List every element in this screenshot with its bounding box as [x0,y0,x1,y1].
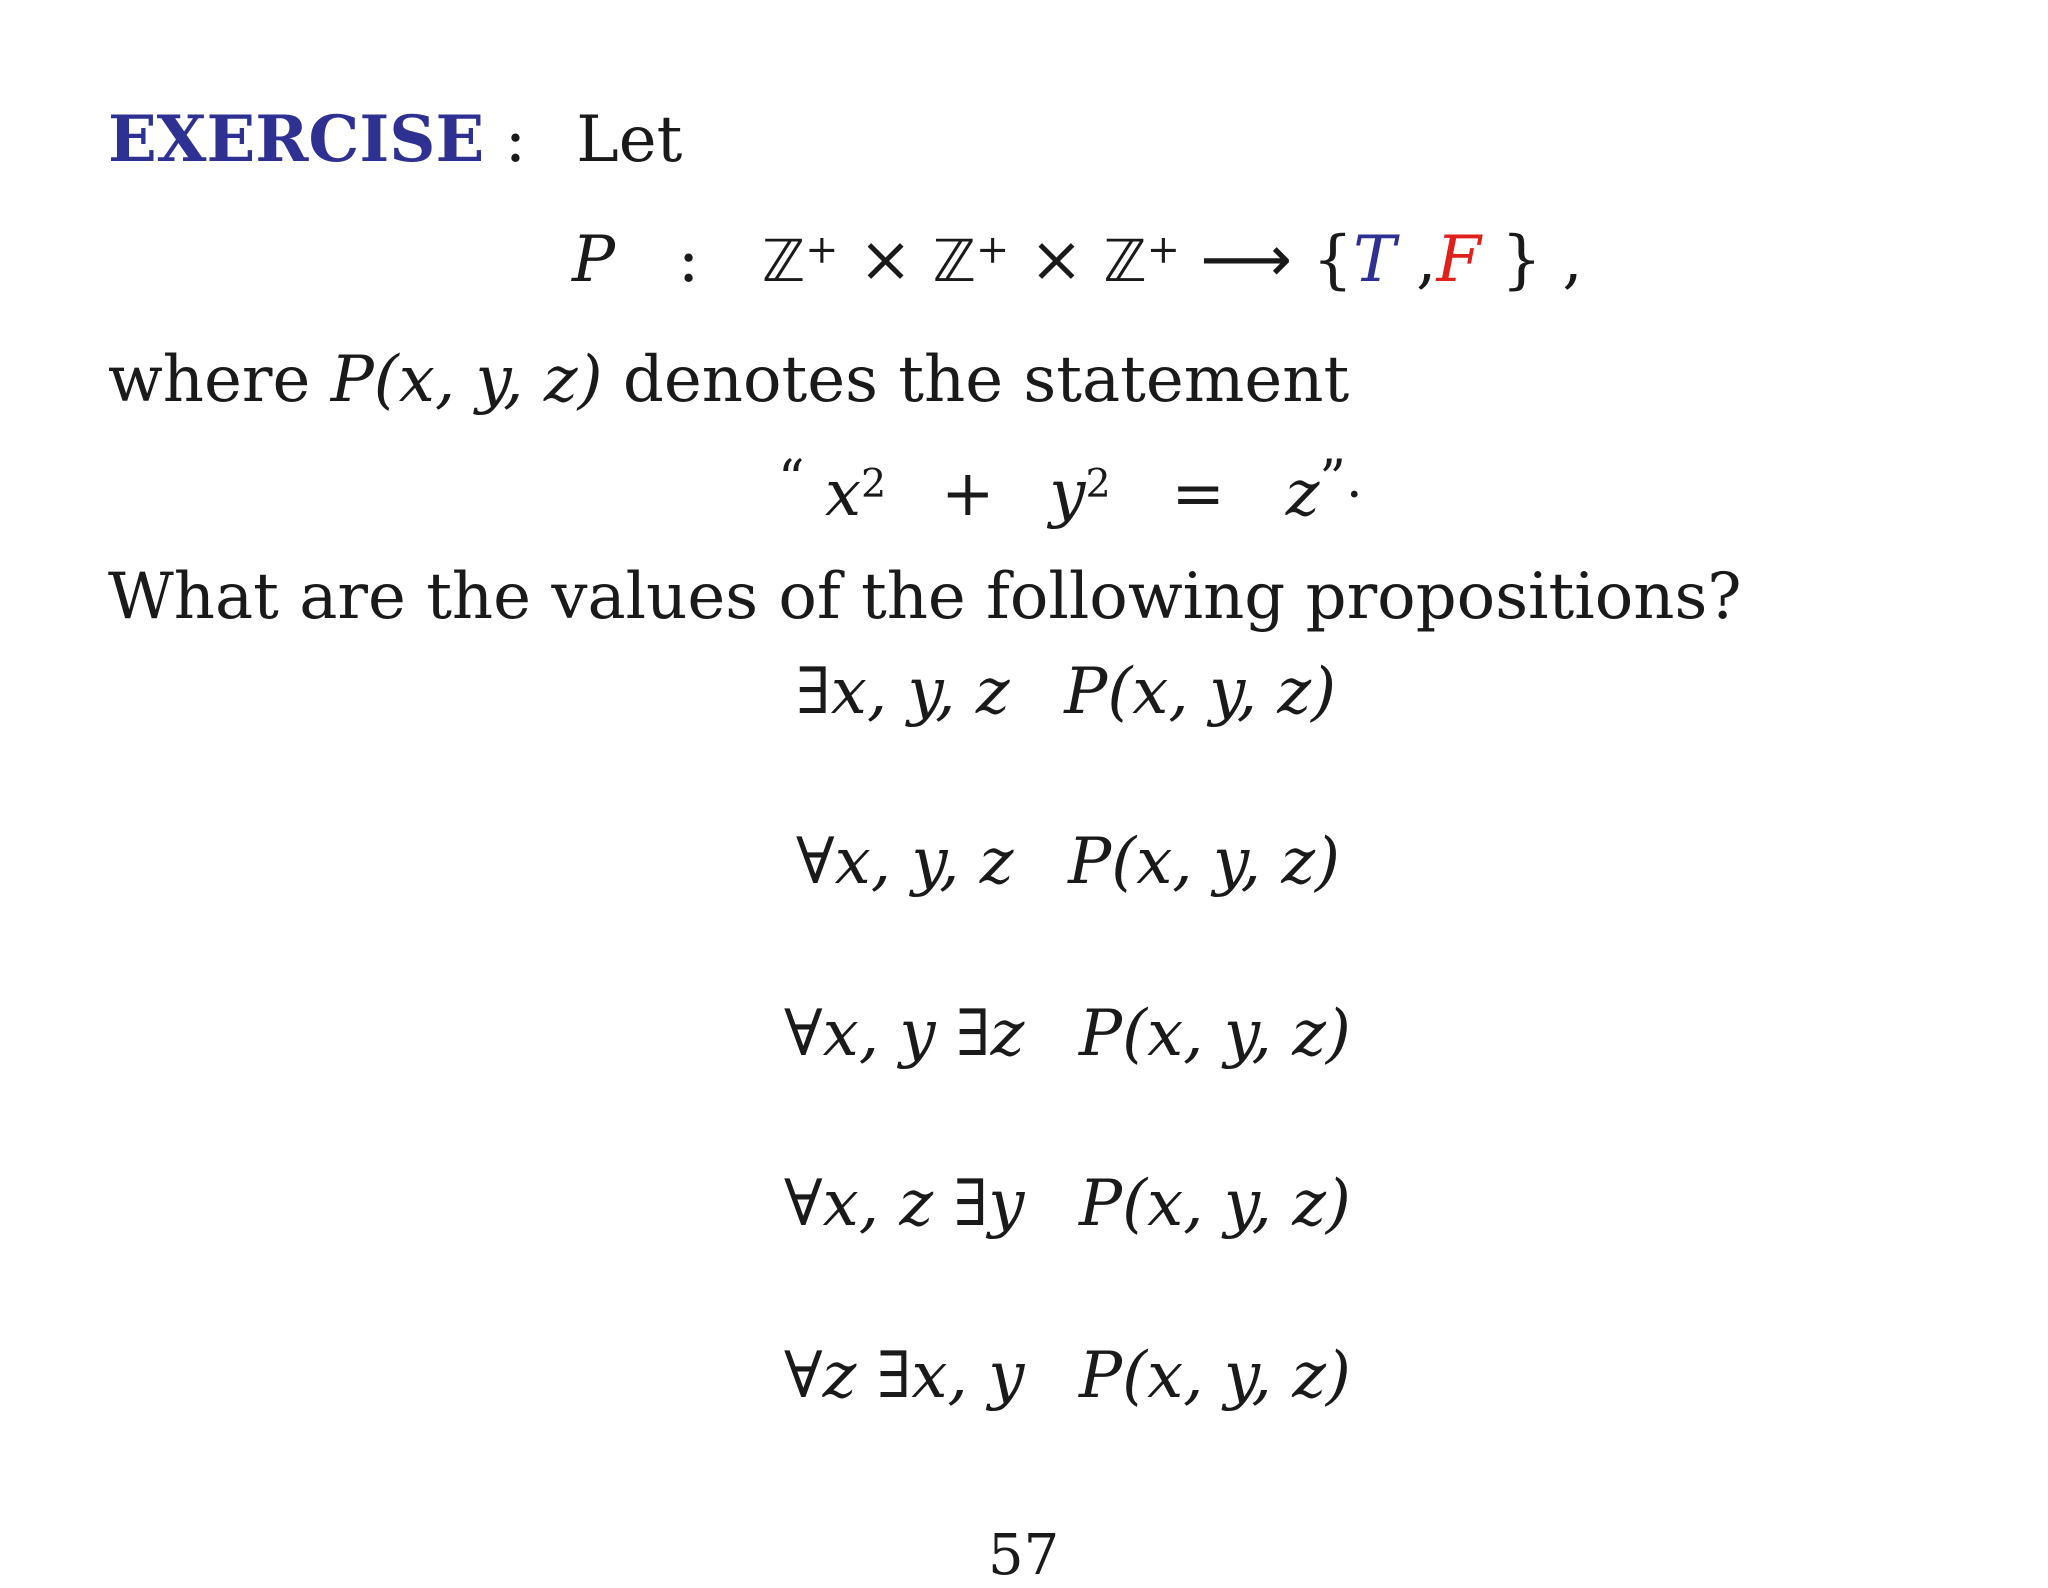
false-value: F [1436,223,1481,297]
open-brace: { [1312,223,1354,297]
proposition-quantifiers: ∀x, y, z [796,825,1014,899]
domain-set-1: ℤ [762,227,806,295]
eq-x: x [824,457,862,531]
question-text: What are the values of the following propositions? [108,560,1742,634]
intro-rest: denotes the statement [622,343,1350,417]
proposition-2 [796,825,1340,899]
domain-set-3: ℤ [1103,227,1147,295]
proposition-4 [784,1167,1351,1241]
eq-x-exp: 2 [861,461,887,508]
close-brace: } [1501,223,1542,297]
proposition-quantifiers: ∃x, y, z [796,655,1010,729]
close-quote: ”. [1319,449,1363,510]
proposition-predicate: P(x, y, z) [1064,655,1337,729]
exercise-colon: : [484,103,527,177]
intro-where: where [108,343,311,417]
proposition-1 [796,655,1337,729]
domain-sup-1: + [805,227,839,274]
proposition-predicate: P(x, y, z) [1079,1339,1351,1413]
maps-to-arrow: ⟶ [1200,223,1293,297]
domain-sup-2: + [975,227,1010,274]
domain-set-2: ℤ [932,227,976,295]
mapping-symbol: P [572,223,616,297]
proposition-predicate: P(x, y, z) [1068,825,1340,899]
mapping-formula [572,223,1583,297]
exercise-lead: Let [576,103,683,177]
proposition-3 [784,997,1351,1071]
page-number: 57 [988,1523,1060,1588]
eq-z: z [1285,457,1320,531]
eq-y-exp: 2 [1085,461,1111,508]
intro-predicate: P(x, y, z) [330,343,603,417]
statement-intro [108,343,1350,417]
eq-plus: + [940,457,995,531]
exercise-label: EXERCISE [108,102,485,177]
proposition-quantifiers: ∀x, z ∃y [784,1167,1025,1241]
eq-equals: = [1171,457,1225,531]
proposition-predicate: P(x, y, z) [1079,997,1351,1071]
times-1: × [858,223,913,297]
exercise-heading [108,102,683,177]
statement-equation [778,449,1363,531]
times-2: × [1029,223,1084,297]
eq-y: y [1049,457,1086,531]
domain-sup-3: + [1146,227,1180,274]
proposition-quantifiers: ∀z ∃x, y [784,1339,1025,1413]
proposition-5 [784,1339,1351,1413]
proposition-predicate: P(x, y, z) [1079,1167,1351,1241]
mapping-trailing-comma: , [1562,223,1583,297]
mapping-colon: : [677,223,700,297]
open-quote: “ [778,449,805,510]
proposition-quantifiers: ∀x, y ∃z [784,997,1025,1071]
value-comma: , [1416,223,1437,297]
true-value: T [1353,223,1396,297]
